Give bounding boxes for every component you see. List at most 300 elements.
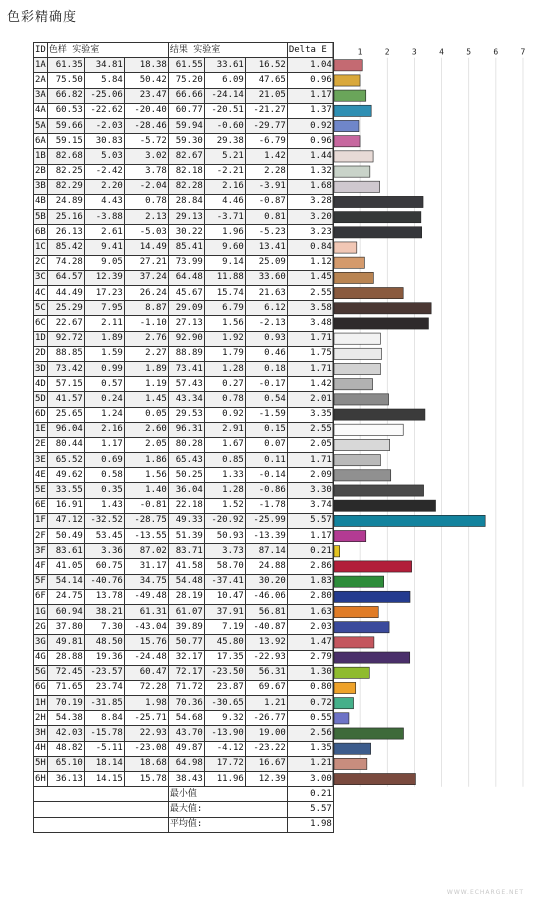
sample-b-value: -28.75 — [124, 513, 168, 528]
sample-b-value: -13.55 — [124, 529, 168, 544]
result-L-value: 54.48 — [168, 574, 204, 589]
table-row — [34, 73, 334, 88]
result-a-value: 1.52 — [204, 498, 245, 513]
delta-e-value: 2.80 — [287, 589, 333, 604]
sample-a-value: -5.11 — [84, 741, 124, 756]
patch-id: 3G — [34, 635, 48, 650]
delta-e-value: 1.68 — [287, 179, 333, 194]
result-L-value: 80.28 — [168, 437, 204, 452]
result-a-value: 58.70 — [204, 559, 245, 574]
table-row — [34, 453, 334, 468]
sample-L-value: 82.68 — [47, 149, 84, 164]
patch-id: 5E — [34, 483, 48, 498]
patch-id: 2E — [34, 437, 48, 452]
result-a-value: -24.14 — [204, 88, 245, 103]
result-a-value: 0.27 — [204, 377, 245, 392]
sample-a-value: 18.14 — [84, 756, 124, 771]
patch-id: 3A — [34, 88, 48, 103]
sample-L-value: 65.52 — [47, 453, 84, 468]
patch-id: 2D — [34, 346, 48, 361]
sample-a-value: 5.84 — [84, 73, 124, 88]
result-b-value: 6.12 — [245, 301, 287, 316]
bar-1G — [334, 606, 378, 617]
sample-b-value: -49.48 — [124, 589, 168, 604]
result-L-value: 82.67 — [168, 149, 204, 164]
result-b-value: 0.93 — [245, 331, 287, 346]
result-L-value: 73.99 — [168, 255, 204, 270]
bar-1D — [334, 333, 380, 344]
table-row — [34, 331, 334, 346]
sample-b-value: 31.17 — [124, 559, 168, 574]
bar-1A — [334, 60, 362, 71]
x-tick-label: 4 — [439, 47, 444, 57]
result-b-value: -26.77 — [245, 711, 287, 726]
watermark: WWW.ECHARGE.NET — [446, 889, 524, 896]
sample-b-value: 1.45 — [124, 392, 168, 407]
delta-e-value: 1.37 — [287, 103, 333, 118]
patch-id: 1D — [34, 331, 48, 346]
bar-6H — [334, 774, 415, 785]
bar-4B — [334, 196, 423, 207]
result-a-value: 1.28 — [204, 483, 245, 498]
bar-5D — [334, 394, 389, 405]
sample-b-value: 18.38 — [124, 58, 168, 73]
bar-2C — [334, 257, 364, 268]
patch-id: 6H — [34, 772, 48, 787]
result-L-value: 83.71 — [168, 544, 204, 559]
patch-id: 6C — [34, 316, 48, 331]
bar-3G — [334, 637, 374, 648]
patch-id: 6D — [34, 407, 48, 422]
table-row — [34, 194, 334, 209]
table-row — [34, 498, 334, 513]
delta-e-value: 0.21 — [287, 544, 333, 559]
sample-a-value: -32.52 — [84, 513, 124, 528]
summary-spacer — [34, 817, 169, 832]
table-row — [34, 772, 334, 787]
delta-e-value: 1.45 — [287, 270, 333, 285]
sample-b-value: -0.81 — [124, 498, 168, 513]
bar-2H — [334, 713, 349, 724]
table-row — [34, 468, 334, 483]
result-a-value: -30.65 — [204, 696, 245, 711]
sample-L-value: 41.57 — [47, 392, 84, 407]
sample-L-value: 64.57 — [47, 270, 84, 285]
sample-a-value: 1.89 — [84, 331, 124, 346]
table-row — [34, 179, 334, 194]
sample-b-value: 2.13 — [124, 210, 168, 225]
patch-id: 1G — [34, 604, 48, 619]
delta-e-value: 0.80 — [287, 680, 333, 695]
summary-spacer — [34, 787, 169, 802]
patch-id: 6B — [34, 225, 48, 240]
result-b-value: 0.54 — [245, 392, 287, 407]
sample-a-value: 7.30 — [84, 620, 124, 635]
result-b-value: -23.22 — [245, 741, 287, 756]
sample-b-value: 23.47 — [124, 88, 168, 103]
patch-id: 4C — [34, 286, 48, 301]
delta-e-value: 2.03 — [287, 620, 333, 635]
sample-a-value: 12.39 — [84, 270, 124, 285]
delta-e-value: 2.56 — [287, 726, 333, 741]
patch-id: 6F — [34, 589, 48, 604]
sample-a-value: 19.36 — [84, 650, 124, 665]
sample-b-value: 2.76 — [124, 331, 168, 346]
table-row — [34, 650, 334, 665]
summary-label: 最小值 — [168, 787, 287, 802]
result-L-value: 28.84 — [168, 194, 204, 209]
result-b-value: -0.87 — [245, 194, 287, 209]
table-row — [34, 574, 334, 589]
sample-L-value: 66.82 — [47, 88, 84, 103]
result-a-value: 29.38 — [204, 134, 245, 149]
sample-b-value: 22.93 — [124, 726, 168, 741]
sample-L-value: 82.29 — [47, 179, 84, 194]
result-b-value: 33.60 — [245, 270, 287, 285]
table-row — [34, 103, 334, 118]
sample-a-value: -23.57 — [84, 665, 124, 680]
result-a-value: 17.72 — [204, 756, 245, 771]
sample-a-value: 30.83 — [84, 134, 124, 149]
sample-a-value: 13.78 — [84, 589, 124, 604]
result-L-value: 41.58 — [168, 559, 204, 574]
result-L-value: 92.90 — [168, 331, 204, 346]
result-a-value: 6.79 — [204, 301, 245, 316]
patch-id: 1H — [34, 696, 48, 711]
sample-L-value: 92.72 — [47, 331, 84, 346]
patch-id: 2C — [34, 255, 48, 270]
bar-5G — [334, 667, 369, 678]
result-L-value: 28.19 — [168, 589, 204, 604]
x-tick-label: 3 — [411, 47, 417, 57]
result-b-value: 69.67 — [245, 680, 287, 695]
result-L-value: 75.20 — [168, 73, 204, 88]
x-tick-label: 6 — [493, 47, 499, 57]
sample-b-value: -1.10 — [124, 316, 168, 331]
sample-a-value: 9.41 — [84, 240, 124, 255]
result-L-value: 32.17 — [168, 650, 204, 665]
sample-b-value: -5.03 — [124, 225, 168, 240]
sample-L-value: 25.16 — [47, 210, 84, 225]
bar-3H — [334, 728, 403, 739]
result-L-value: 65.43 — [168, 453, 204, 468]
sample-a-value: -25.06 — [84, 88, 124, 103]
result-b-value: 16.52 — [245, 58, 287, 73]
table-row — [34, 346, 334, 361]
sample-b-value: 1.98 — [124, 696, 168, 711]
patch-id: 5B — [34, 210, 48, 225]
header-id: ID — [34, 43, 48, 58]
bar-6B — [334, 227, 422, 238]
result-a-value: 50.93 — [204, 529, 245, 544]
result-b-value: -1.59 — [245, 407, 287, 422]
result-a-value: 11.96 — [204, 772, 245, 787]
table-row — [34, 604, 334, 619]
result-L-value: 61.55 — [168, 58, 204, 73]
patch-id: 3D — [34, 361, 48, 376]
sample-L-value: 24.75 — [47, 589, 84, 604]
delta-e-value: 5.57 — [287, 513, 333, 528]
sample-b-value: -28.46 — [124, 118, 168, 133]
bar-2B — [334, 166, 370, 177]
bar-3E — [334, 455, 380, 466]
sample-a-value: 23.74 — [84, 680, 124, 695]
delta-e-value: 1.35 — [287, 741, 333, 756]
delta-e-value: 0.92 — [287, 118, 333, 133]
bar-6D — [334, 409, 425, 420]
result-b-value: 0.11 — [245, 453, 287, 468]
table-row — [34, 559, 334, 574]
bar-4H — [334, 743, 371, 754]
table-row — [34, 210, 334, 225]
patch-id: 4D — [34, 377, 48, 392]
bar-6G — [334, 682, 356, 693]
result-a-value: -2.21 — [204, 164, 245, 179]
result-b-value: 2.28 — [245, 164, 287, 179]
delta-e-value: 1.71 — [287, 453, 333, 468]
bar-3C — [334, 272, 373, 283]
sample-a-value: 2.11 — [84, 316, 124, 331]
delta-e-value: 1.04 — [287, 58, 333, 73]
result-b-value: -0.14 — [245, 468, 287, 483]
patch-id: 1A — [34, 58, 48, 73]
table-row — [34, 711, 334, 726]
patch-id: 2A — [34, 73, 48, 88]
sample-L-value: 75.50 — [47, 73, 84, 88]
sample-b-value: 60.47 — [124, 665, 168, 680]
result-L-value: 39.89 — [168, 620, 204, 635]
result-a-value: 11.88 — [204, 270, 245, 285]
bar-3A — [334, 90, 366, 101]
patch-id: 1F — [34, 513, 48, 528]
sample-L-value: 82.25 — [47, 164, 84, 179]
patch-id: 1E — [34, 422, 48, 437]
patch-id: 4G — [34, 650, 48, 665]
result-b-value: 19.00 — [245, 726, 287, 741]
result-L-value: 29.09 — [168, 301, 204, 316]
sample-b-value: 0.78 — [124, 194, 168, 209]
sample-a-value: 7.95 — [84, 301, 124, 316]
sample-a-value: 0.58 — [84, 468, 124, 483]
delta-e-value: 2.05 — [287, 437, 333, 452]
table-row — [34, 392, 334, 407]
sample-a-value: -31.85 — [84, 696, 124, 711]
sample-L-value: 49.62 — [47, 468, 84, 483]
result-b-value: 21.63 — [245, 286, 287, 301]
table-row — [34, 665, 334, 680]
delta-e-value: 2.09 — [287, 468, 333, 483]
result-b-value: -46.06 — [245, 589, 287, 604]
table-row — [34, 513, 334, 528]
result-b-value: 24.88 — [245, 559, 287, 574]
delta-e-value: 2.55 — [287, 286, 333, 301]
patch-id: 6A — [34, 134, 48, 149]
sample-b-value: 14.49 — [124, 240, 168, 255]
result-b-value: -6.79 — [245, 134, 287, 149]
summary-row — [34, 817, 334, 832]
result-a-value: 9.32 — [204, 711, 245, 726]
delta-e-value: 1.32 — [287, 164, 333, 179]
delta-e-value: 2.55 — [287, 422, 333, 437]
result-a-value: 1.79 — [204, 346, 245, 361]
sample-a-value: 1.43 — [84, 498, 124, 513]
sample-b-value: 2.27 — [124, 346, 168, 361]
patch-id: 6G — [34, 680, 48, 695]
sample-a-value: 8.84 — [84, 711, 124, 726]
delta-e-value: 3.23 — [287, 225, 333, 240]
patch-id: 5A — [34, 118, 48, 133]
sample-L-value: 16.91 — [47, 498, 84, 513]
sample-L-value: 88.85 — [47, 346, 84, 361]
delta-e-value: 1.71 — [287, 331, 333, 346]
result-a-value: 5.21 — [204, 149, 245, 164]
result-a-value: -20.51 — [204, 103, 245, 118]
header-sample-lab: 色样 实验室 — [47, 43, 168, 58]
result-a-value: 33.61 — [204, 58, 245, 73]
result-a-value: -0.60 — [204, 118, 245, 133]
sample-b-value: 0.05 — [124, 407, 168, 422]
result-L-value: 64.98 — [168, 756, 204, 771]
table-row — [34, 361, 334, 376]
x-tick-label: 2 — [384, 47, 390, 57]
sample-b-value: -2.04 — [124, 179, 168, 194]
patch-id: 1B — [34, 149, 48, 164]
sample-a-value: -15.78 — [84, 726, 124, 741]
sample-L-value: 83.61 — [47, 544, 84, 559]
sample-L-value: 48.82 — [47, 741, 84, 756]
table-row — [34, 134, 334, 149]
x-tick-label: 5 — [466, 47, 472, 57]
sample-a-value: 4.43 — [84, 194, 124, 209]
sample-b-value: 87.02 — [124, 544, 168, 559]
result-a-value: -23.50 — [204, 665, 245, 680]
summary-row — [34, 787, 334, 802]
result-a-value: 1.33 — [204, 468, 245, 483]
sample-b-value: 61.31 — [124, 604, 168, 619]
delta-e-value: 1.44 — [287, 149, 333, 164]
result-a-value: 1.92 — [204, 331, 245, 346]
bar-2G — [334, 622, 389, 633]
table-row — [34, 696, 334, 711]
result-a-value: 2.91 — [204, 422, 245, 437]
result-b-value: 1.42 — [245, 149, 287, 164]
sample-b-value: 72.28 — [124, 680, 168, 695]
sample-L-value: 65.10 — [47, 756, 84, 771]
summary-spacer — [34, 802, 169, 817]
bar-1C — [334, 242, 357, 253]
delta-e-value: 0.84 — [287, 240, 333, 255]
patch-id: 3H — [34, 726, 48, 741]
patch-id: 5C — [34, 301, 48, 316]
bar-2F — [334, 531, 366, 542]
sample-b-value: 2.05 — [124, 437, 168, 452]
bar-3D — [334, 363, 380, 374]
sample-a-value: -2.03 — [84, 118, 124, 133]
patch-id: 5H — [34, 756, 48, 771]
sample-L-value: 47.12 — [47, 513, 84, 528]
result-a-value: 1.96 — [204, 225, 245, 240]
sample-a-value: 0.24 — [84, 392, 124, 407]
result-L-value: 61.07 — [168, 604, 204, 619]
bar-3B — [334, 181, 380, 192]
bar-4D — [334, 379, 373, 390]
result-L-value: 27.13 — [168, 316, 204, 331]
result-L-value: 49.33 — [168, 513, 204, 528]
table-row — [34, 118, 334, 133]
patch-id: 3B — [34, 179, 48, 194]
table-row — [34, 225, 334, 240]
result-L-value: 38.43 — [168, 772, 204, 787]
sample-L-value: 71.65 — [47, 680, 84, 695]
result-a-value: 6.09 — [204, 73, 245, 88]
result-L-value: 96.31 — [168, 422, 204, 437]
header-result-lab: 结果 实验室 — [168, 43, 287, 58]
sample-a-value: 2.16 — [84, 422, 124, 437]
table-row — [34, 741, 334, 756]
bar-4E — [334, 470, 391, 481]
bar-5B — [334, 212, 421, 223]
result-L-value: 82.18 — [168, 164, 204, 179]
header-delta-e: Delta E — [287, 43, 333, 58]
result-b-value: 56.31 — [245, 665, 287, 680]
sample-a-value: -40.76 — [84, 574, 124, 589]
bar-6F — [334, 591, 410, 602]
sample-a-value: -2.42 — [84, 164, 124, 179]
sample-b-value: 34.75 — [124, 574, 168, 589]
result-b-value: 25.09 — [245, 255, 287, 270]
result-a-value: 0.85 — [204, 453, 245, 468]
sample-L-value: 41.05 — [47, 559, 84, 574]
delta-e-value: 2.86 — [287, 559, 333, 574]
result-a-value: 37.91 — [204, 604, 245, 619]
bar-6A — [334, 136, 360, 147]
patch-id: 2F — [34, 529, 48, 544]
sample-L-value: 59.15 — [47, 134, 84, 149]
sample-b-value: -24.48 — [124, 650, 168, 665]
result-a-value: 0.78 — [204, 392, 245, 407]
summary-row — [34, 802, 334, 817]
bar-4G — [334, 652, 410, 663]
delta-e-value: 1.17 — [287, 88, 333, 103]
delta-e-value: 2.01 — [287, 392, 333, 407]
table-row — [34, 726, 334, 741]
sample-b-value: 1.40 — [124, 483, 168, 498]
result-L-value: 60.77 — [168, 103, 204, 118]
bar-5C — [334, 303, 431, 314]
sample-L-value: 60.94 — [47, 604, 84, 619]
sample-L-value: 70.19 — [47, 696, 84, 711]
result-L-value: 73.41 — [168, 361, 204, 376]
delta-e-value: 3.35 — [287, 407, 333, 422]
result-L-value: 45.67 — [168, 286, 204, 301]
sample-a-value: 0.57 — [84, 377, 124, 392]
sample-b-value: 2.60 — [124, 422, 168, 437]
sample-L-value: 25.65 — [47, 407, 84, 422]
sample-a-value: 17.23 — [84, 286, 124, 301]
result-b-value: 13.41 — [245, 240, 287, 255]
result-b-value: -0.86 — [245, 483, 287, 498]
result-a-value: 9.14 — [204, 255, 245, 270]
patch-id: 4A — [34, 103, 48, 118]
sample-a-value: 3.36 — [84, 544, 124, 559]
sample-b-value: 50.42 — [124, 73, 168, 88]
bar-3F — [334, 546, 340, 557]
table-row — [34, 149, 334, 164]
patch-id: 4F — [34, 559, 48, 574]
sample-a-value: 2.20 — [84, 179, 124, 194]
table-row — [34, 483, 334, 498]
delta-e-value: 3.74 — [287, 498, 333, 513]
